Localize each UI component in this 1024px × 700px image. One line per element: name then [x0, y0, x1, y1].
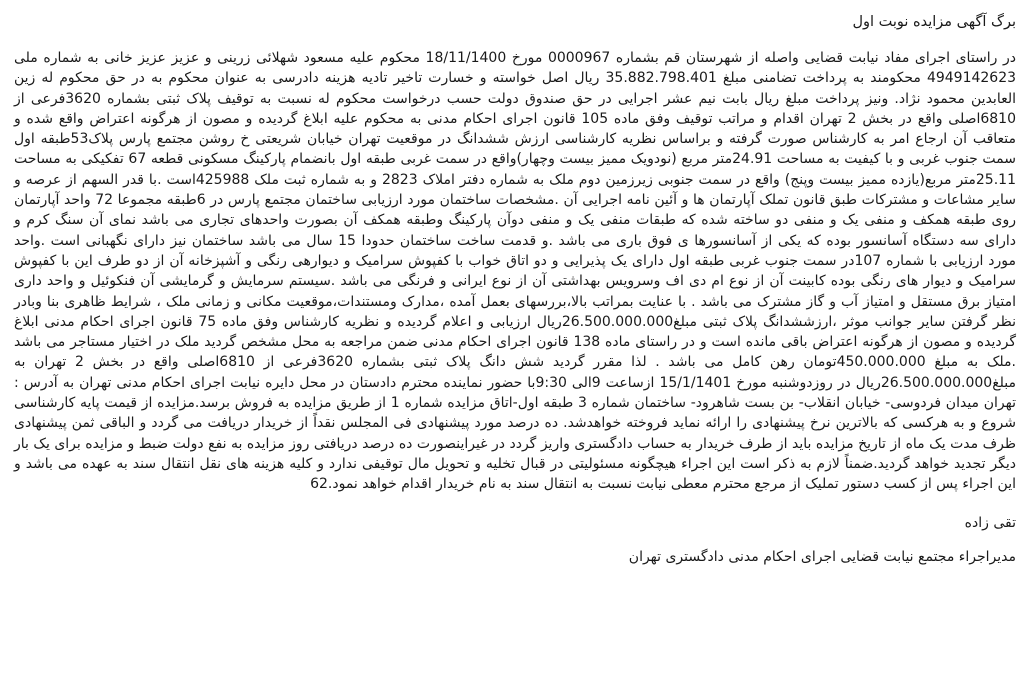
signer-name: تقی زاده: [964, 514, 1016, 531]
notice-body: در راستای اجرای مفاد نیابت قضایی واصله از شهرستان قم بشماره 0000967 مورخ 18/11/1400 محکوم علیه مسعود شهلائی زرینی و عزیز عزیز خانی به شماره ملی 4949142623 محکومند به پرداخت تضامنی مبلغ 35.882.798.401 ریال اصل خواسته و خسارت تاخیر تادیه هزینه دادرسی به عنوان محکوم به در حق محکوم له زین العابدین محمود نژاد. ونیز پرداخت مبلغ ریال بابت نیم عشر اجرایی در حق صندوق دولت حسب درخواست محکوم له نسبت به توقیف پلاک ثبتی بشماره 3620فرعی از 6810اصلی واقع در بخش 2 تهران اقدام و مراتب توقیف وفق ماده 105 قانون اجرای احکام مدنی به محکوم علیه ابلاغ گردیده و مصون از هرگونه اعتراض واقع شده و متعاقب آن ارجاع امر به کارشناس صورت گرفته و براساس نظریه کارشناسی ارزش ششدانگ در موقعیت تهران خیابان شریعتی خ روشن مجتمع پارس پلاک53طبقه اول سمت جنوب غربی و با کیفیت به مساحت 24.91متر مربع (نودویک ممیز بیست وچهار)واقع در سمت غربی طبقه اول بانضمام پارکینگ مسکونی قطعه 67 تفکیکی به مساحت 25.11متر مربع(یازده ممیز بیست وپنج) واقع در سمت جنوبی زیرزمین دوم ملک به شماره دفتر املاک 2823 و به شماره ثبت ملک 425988است .با قدر السهم از عرصه و سایر مشاعات و مشترکات طبق قانون تملک آپارتمان ها و آئین نامه اجرایی آن .مشخصات ساختمان مورد ارزیابی ساختمان مجتمع پارس در 6طبقه مجموعا 72 واحد آپارتمان روی طبقه همکف و منفی یک و منفی دو ساخته شده که طبقات منفی یک و منفی دوآن پارکینگ وطبقه همکف آن بصورت واحدهای تجاری می باشد نمای آن سنگ کرم و دارای سه دستگاه آسانسور بوده که یکی از آسانسورها ی فوق باری می باشد .و قدمت ساخت ساختمان حدودا 15 سال می باشد ساختمان نیز دارای نگهبانی است .واحد مورد ارزیابی با شماره 107در سمت جنوب غربی طبقه اول دارای یک پذیرایی و دو اتاق خواب با کفپوش سرامیک و دیوارهی رنگی و آشپزخانه آن از دو طرف این با کفپوش سرامیک و دیوار های رنگی بوده کابینت آن از نوع ام دی اف وسرویس بهداشتی آن از نوع ایرانی و فرنگی می باشد .سیستم سرمایش و گرمایشی آن فنکوئیل و واحد داری امتیاز برق مستقل و امتیاز آب و گاز مشترک می باشد . با عنایت بمراتب بالا،بررسهای بعمل آمده ،مدارک ومستندات،موقعیت مکانی و زمانی ملک ، شرایط ظاهری بنا وبادر نظر گرفتن سایر جوانب موثر ،ارزششدانگ پلاک ثبتی مبلغ26.500.000.000ریال ارزیابی و اعلام گردیده و نظریه کارشناس وفق ماده 75 قانون اجرای احکام مدنی ابلاغ گردیده و مصون از هرگونه اعتراض باقی مانده است و در راستای ماده 138 قانون اجرای احکام مدنی ضمن مراجعه به محل مشخص گردید ملک در اختیار مستاجر می باشد .ملک به مبلغ 450.000.000تومان رهن کامل می باشد . لذا مقرر گردید شش دانگ پلاک ثبتی بشماره 3620فرعی از 6810اصلی واقع در بخش 2 تهران به مبلغ26.500.000.000ریال در روزدوشنبه مورخ 15/1/1401 ازساعت 9الی 9:30با حضور نماینده محترم دادستان در محل دایره نیابت اجرای احکام مدنی تهران به آدرس : تهران میدان فردوسی- خیابان انقلاب- بن بست شاهرود- ساختمان شماره 3 طبقه اول-اتاق مزایده شماره 1 از طریق مزایده به فروش برسد.مزایده از قیمت پایه کارشناسی شروع و به هرکسی که بالاترین نرخ پیشنهادی را ارائه نماید فروخته خواهدشد. ده درصد مورد پیشنهادی فی المجلس نقداً از خریدار دریافت می گردد و الباقی ثمن پیشنهادی ظرف مدت یک ماه از تاریخ مزایده باید از طرف خریدار به حساب دادگستری واریز گردد در غیراینصورت ده درصد دریافتی روز مزایده به نفع دولت ضبط و مزایده برای یک بار دیگر تجدید خواهد گردید.ضمناً لازم به ذکر است این اجراء هیچگونه مسئولیتی در قبال تخلیه و تحویل مال توقیفی ندارد و کلیه هزینه های نقل انتقال سند به عهده می باشد و این اجراء پس از کسب دستور تملیک از مرجع محترم معطی نیابت نسبت به انتقال سند به نام خریدار اقدام خواهد نمود.62: [14, 50, 1017, 493]
signer-title: مدیراجراء مجتمع نیابت قضایی اجرای احکام مدنی دادگستری تهران: [628, 548, 1016, 565]
notice-title: برگ آگهی مزایده نوبت اول: [852, 14, 1016, 30]
